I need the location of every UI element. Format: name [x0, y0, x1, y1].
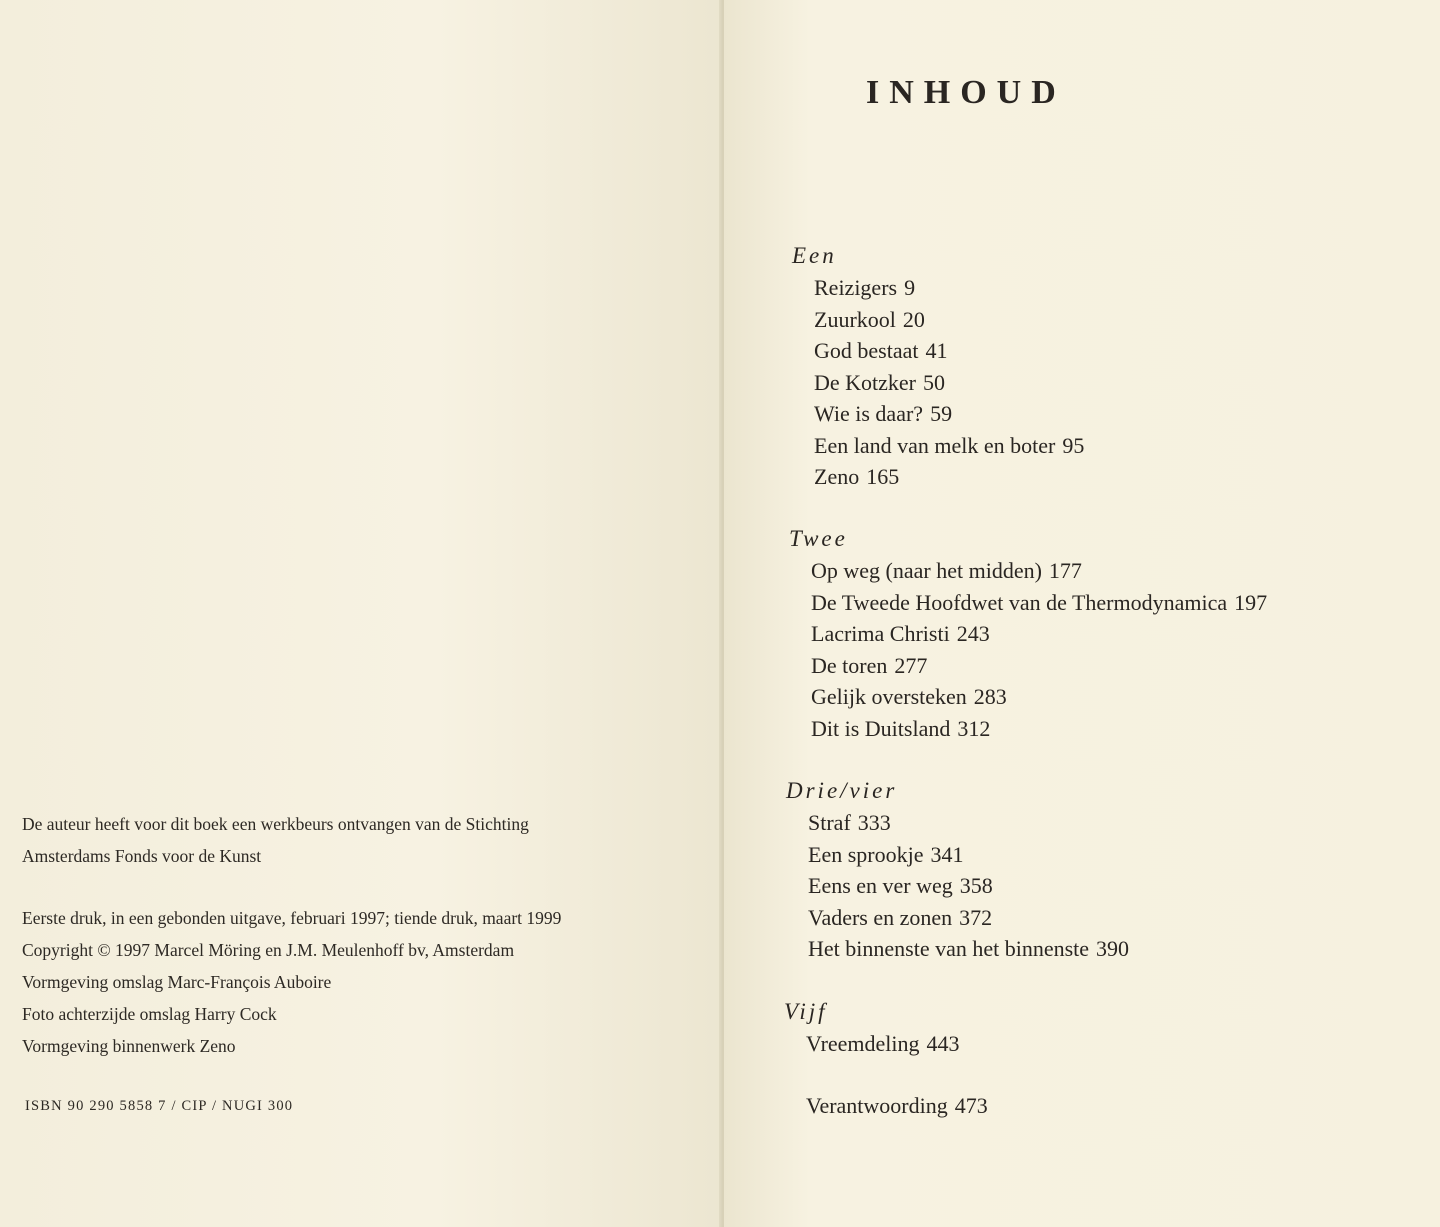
- toc-entry: [789, 713, 1267, 745]
- toc-section-vijf: [784, 996, 960, 1060]
- toc-title: INHOUD: [866, 74, 1066, 111]
- entry-title: Lacrima Christi: [811, 621, 950, 646]
- entry-title: Een sprookje: [808, 841, 924, 867]
- grant-line: Amsterdams Fonds voor de Kunst: [22, 846, 262, 866]
- toc-entry: [792, 272, 1084, 304]
- print-line: Vormgeving omslag Marc-François Auboire: [22, 972, 332, 992]
- toc-entry: [786, 933, 1129, 965]
- toc-entry: [786, 870, 1129, 902]
- entry-page: 197: [1234, 589, 1268, 615]
- toc-section-drie-vier: [786, 775, 1129, 965]
- toc-entry: [792, 304, 1084, 336]
- entry-title: Zeno: [814, 464, 860, 489]
- print-line: Eerste druk, in een gebonden uitgave, februari 1997; tiende druk, maart 1999: [22, 908, 562, 928]
- section-heading: Twee: [789, 526, 848, 551]
- toc-entry: [789, 650, 1267, 682]
- entry-page: 177: [1048, 558, 1082, 583]
- toc-entry: [786, 807, 1129, 839]
- grant-notice: [22, 808, 529, 872]
- entry-title: Vaders en zonen: [808, 904, 953, 930]
- entry-title: Een land van melk en boter: [814, 432, 1056, 458]
- entry-title: Reizigers: [814, 275, 898, 300]
- entry-page: 95: [1062, 432, 1085, 458]
- toc-entry: [789, 587, 1267, 619]
- entry-page: 358: [959, 873, 993, 898]
- entry-page: 59: [930, 401, 953, 426]
- print-line: Foto achterzijde omslag Harry Cock: [22, 1004, 277, 1024]
- entry-title: Het binnenste van het binnenste: [808, 936, 1090, 961]
- entry-title: Vreemdeling: [806, 1031, 920, 1056]
- entry-page: 473: [954, 1093, 988, 1118]
- entry-page: 277: [894, 652, 928, 678]
- toc-entry: [786, 902, 1129, 934]
- toc-entry: [792, 398, 1084, 430]
- entry-title: Verantwoording: [806, 1093, 948, 1118]
- toc-entry: [792, 335, 1084, 367]
- toc-entry: [792, 430, 1084, 462]
- entry-title: Wie is daar?: [814, 401, 924, 426]
- entry-title: God bestaat: [814, 338, 919, 363]
- toc-entry: [786, 839, 1129, 871]
- isbn-line: ISBN 90 290 5858 7 / CIP / NUGI 300: [25, 1098, 294, 1114]
- print-line: Copyright © 1997 Marcel Möring en J.M. Meulenhoff bv, Amsterdam: [22, 940, 515, 960]
- entry-title: Gelijk oversteken: [811, 684, 967, 709]
- entry-page: 333: [857, 810, 891, 835]
- entry-page: 312: [957, 715, 991, 741]
- print-line: Vormgeving binnenwerk Zeno: [22, 1036, 236, 1056]
- toc-entry: [789, 618, 1267, 650]
- toc-section-twee: [789, 523, 1267, 744]
- toc-entry: [792, 461, 1084, 493]
- section-heading: Drie/vier: [786, 778, 898, 803]
- entry-page: 243: [956, 621, 990, 646]
- entry-title: De toren: [811, 652, 888, 678]
- entry-page: 41: [925, 338, 948, 363]
- entry-title: Dit is Duitsland: [811, 715, 951, 741]
- entry-page: 390: [1096, 936, 1130, 961]
- entry-title: Eens en ver weg: [808, 873, 953, 898]
- toc-final-entry: [806, 1090, 988, 1122]
- entry-page: 50: [923, 369, 946, 395]
- entry-title: De Kotzker: [814, 369, 917, 395]
- grant-line: De auteur heeft voor dit boek een werkbeurs ontvangen van de Stichting: [22, 814, 529, 834]
- entry-page: 341: [930, 841, 964, 867]
- toc-section-een: [792, 240, 1084, 493]
- entry-title: De Tweede Hoofdwet van de Thermodynamica: [811, 589, 1228, 615]
- toc-entry: [784, 1028, 960, 1060]
- entry-page: 372: [959, 904, 993, 930]
- toc-entry: [792, 367, 1084, 399]
- entry-page: 9: [904, 275, 916, 300]
- entry-page: 20: [902, 306, 925, 332]
- entry-page: 165: [866, 464, 900, 489]
- printing-details: [22, 902, 561, 1062]
- entry-page: 443: [926, 1031, 960, 1056]
- entry-page: 283: [973, 684, 1007, 709]
- section-heading: Een: [792, 243, 837, 268]
- entry-title: Zuurkool: [814, 306, 896, 332]
- toc-entry: [789, 555, 1267, 587]
- section-heading: Vijf: [784, 999, 828, 1024]
- toc-entry: [789, 681, 1267, 713]
- entry-title: Op weg (naar het midden): [811, 558, 1042, 583]
- entry-title: Straf: [808, 810, 851, 835]
